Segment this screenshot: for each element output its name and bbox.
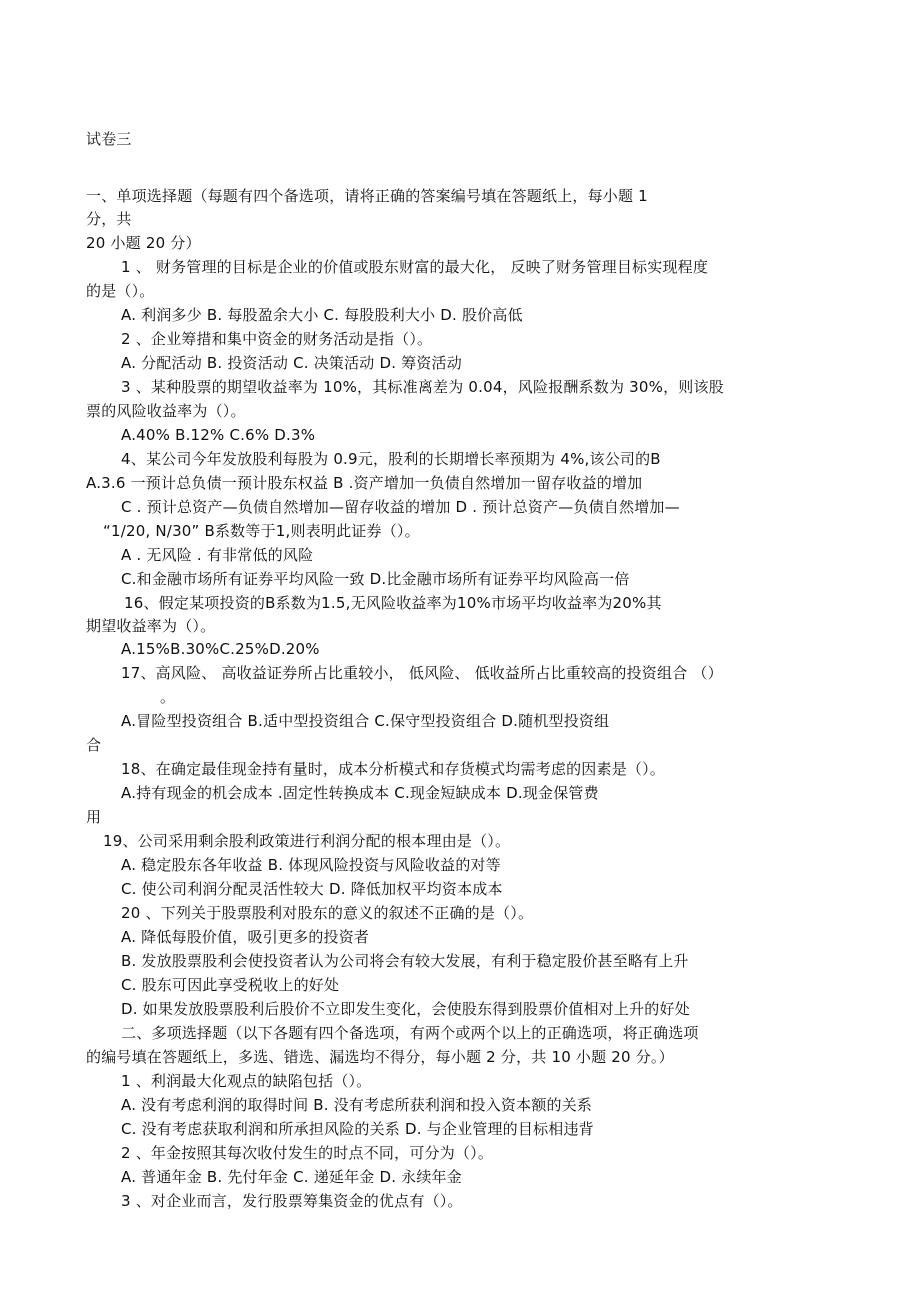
text-line: 20 小题 20 分） — [86, 234, 201, 252]
text-line: 18、在确定最佳现金持有量时，成本分析模式和存货模式均需考虑的因素是（）。 — [121, 760, 665, 778]
text-line: “1/20, N/30” B系数等于1,则表明此证券（）。 — [103, 522, 420, 540]
text-line: A. 普通年金 B. 先付年金 C. 递延年金 D. 永续年金 — [121, 1168, 462, 1186]
text-line: 合 — [86, 736, 102, 754]
text-line: 的是（）。 — [86, 282, 155, 300]
text-line: C . 预计总资产—负债自然增加—留存收益的增加 D . 预计总资产—负债自然增加— — [121, 498, 680, 516]
text-line: A. 稳定股东各年收益 B. 体现风险投资与风险收益的对等 — [121, 856, 501, 874]
text-line: 1 、 财务管理的目标是企业的价值或股东财富的最大化， 反映了财务管理目标实现程度 — [121, 258, 709, 276]
text-line: 用 — [86, 808, 102, 826]
text-line: A . 无风险 . 有非常低的风险 — [121, 546, 314, 564]
document-title: 试卷三 — [86, 130, 132, 148]
text-line: D. 如果发放股票股利后股价不立即发生变化，会使股东得到股票价值相对上升的好处 — [121, 1000, 690, 1018]
text-line: 期望收益率为（）。 — [86, 617, 216, 635]
text-line: A.40% B.12% C.6% D.3% — [121, 426, 316, 444]
text-line: A. 没有考虑利润的取得时间 B. 没有考虑所获利润和投入资本额的关系 — [121, 1096, 593, 1114]
text-line: 分，共 — [86, 210, 132, 228]
text-line: A. 分配活动 B. 投资活动 C. 决策活动 D. 筹资活动 — [121, 354, 462, 372]
text-line: 16、假定某项投资的B系数为1.5,无风险收益率为10%市场平均收益率为20%其 — [124, 594, 662, 612]
text-line: 。 — [160, 688, 176, 706]
text-line: 4、某公司今年发放股利每股为 0.9元，股利的长期增长率预期为 4%,该公司的B — [121, 450, 661, 468]
text-line: 1 、利润最大化观点的缺陷包括（）。 — [121, 1072, 372, 1090]
text-line: 17、高风险、 高收益证券所占比重较小， 低风险、 低收益所占比重较高的投资组合 （） — [121, 664, 723, 682]
text-line: C.和金融市场所有证券平均风险一致 D.比金融市场所有证券平均风险高一倍 — [121, 570, 630, 588]
text-line: 20 、下列关于股票股利对股东的意义的叙述不正确的是（）。 — [121, 904, 534, 922]
section-heading: 二、多项选择题（以下各题有四个备选项，有两个或两个以上的正确选项，将正确选项 — [121, 1024, 699, 1042]
text-line: A.持有现金的机会成本 .固定性转换成本 C.现金短缺成本 D.现金保管费 — [121, 784, 599, 802]
text-line: 一、单项选择题（每题有四个备选项，请将正确的答案编号填在答题纸上，每小题 1 — [86, 187, 648, 205]
text-line: A.3.6 一预计总负债一预计股东权益 B .资产增加一负债自然增加一留存收益的增加 — [86, 474, 643, 492]
text-line: A. 利润多少 B. 每股盈余大小 C. 每股股利大小 D. 股价高低 — [121, 306, 523, 324]
text-line: C. 使公司利润分配灵活性较大 D. 降低加权平均资本成本 — [121, 880, 503, 898]
text-line: 2 、企业筹措和集中资金的财务活动是指（）。 — [121, 330, 433, 348]
text-line: A.冒险型投资组合 B.适中型投资组合 C.保守型投资组合 D.随机型投资组 — [121, 712, 610, 730]
text-line: C. 股东可因此享受税收上的好处 — [121, 976, 340, 994]
text-line: 19、公司采用剩余股利政策进行利润分配的根本理由是（）。 — [103, 832, 511, 850]
text-line: C. 没有考虑获取利润和所承担风险的关系 D. 与企业管理的目标相违背 — [121, 1120, 594, 1138]
text-line: 票的风险收益率为（）。 — [86, 402, 246, 420]
text-line: A.15%B.30%C.25%D.20% — [121, 640, 320, 658]
text-line: B. 发放股票股利会使投资者认为公司将会有较大发展，有利于稳定股价甚至略有上升 — [121, 952, 689, 970]
text-line: 3 、某种股票的期望收益率为 10%，其标准离差为 0.04，风险报酬系数为 30%，则该股 — [121, 378, 724, 396]
text-line: 3 、对企业而言，发行股票筹集资金的优点有（）。 — [121, 1192, 463, 1210]
text-line: 的编号填在答题纸上，多选、错选、漏选均不得分，每小题 2 分，共 10 小题 20 分。） — [86, 1048, 674, 1066]
text-line: 2 、年金按照其每次收付发生的时点不同，可分为（）。 — [121, 1144, 494, 1162]
text-line: A. 降低每股价值，吸引更多的投资者 — [121, 928, 370, 946]
